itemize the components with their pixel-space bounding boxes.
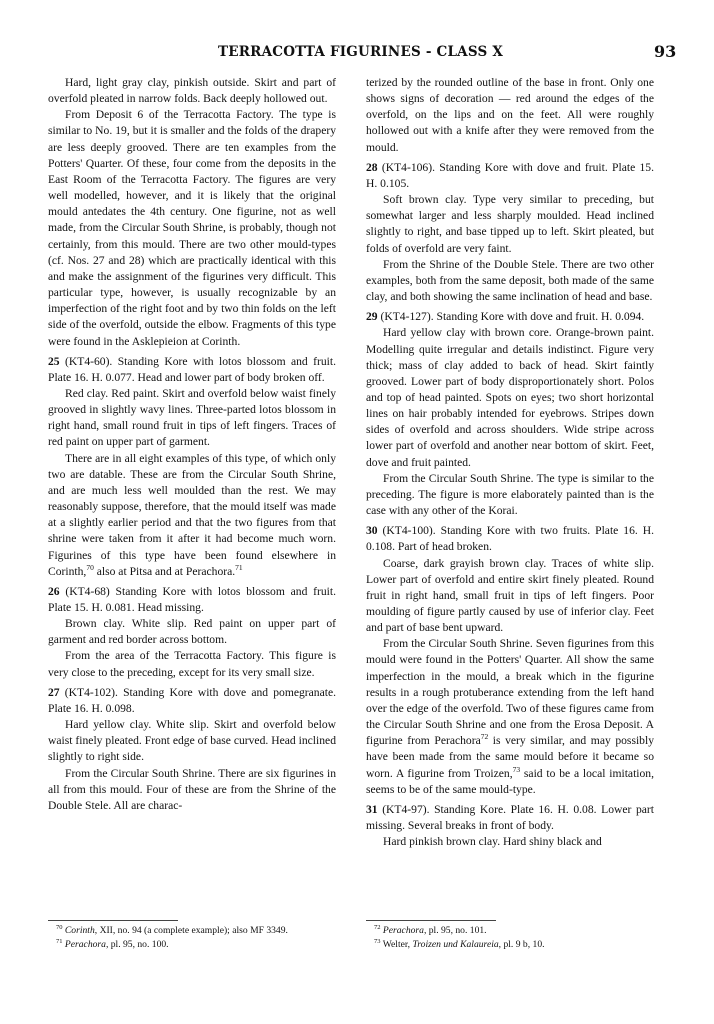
paragraph: Hard, light gray clay, pinkish outside. Skirt and part of overfold pleated in narrow folds. Back deeply hollowed out. bbox=[48, 76, 336, 106]
paragraph: From the area of the Terracotta Factory. This figure is very close to the preceding, except for its very small size. bbox=[48, 649, 336, 679]
paragraph: From the Circular South Shrine. The type is similar to the preceding. The figure is more elaborately painted than is the case with any other of the Korai. bbox=[366, 471, 654, 518]
entry-number: 25 bbox=[48, 354, 60, 368]
citation-title: Perachora bbox=[382, 925, 424, 936]
paragraph: From the Shrine of the Double Stele. There are two other examples, both from the same deposit, both made of the same clay, and both showing the same inclination of head and base. bbox=[366, 257, 654, 304]
footnote-72 bbox=[366, 924, 656, 938]
footnote-number: 73 bbox=[374, 937, 381, 945]
entry-heading: (KT4-68) Standing Kore with lotos blossom and fruit. Plate 15. H. 0.081. Head missing. bbox=[48, 584, 336, 614]
entry-number: 31 bbox=[366, 802, 378, 816]
footnote-71 bbox=[48, 938, 338, 952]
citation-title: Troizen und Kalaureia bbox=[412, 939, 499, 950]
paragraph bbox=[366, 636, 654, 798]
text-run: There are in all eight examples of this type, of which only two are datable. These are from the Circular South Shrine, and are much less well moulded than the rest. We may reasonably suppose, therefore, that the mould itself was made at a slightly earlier period and that the two figures from that shrine were taken from it after it had become much worn. Figurines of this type have been found elsewhere in Corinth, bbox=[48, 451, 336, 578]
running-title: TERRACOTTA FIGURINES - CLASS X bbox=[218, 44, 504, 60]
left-column bbox=[48, 75, 336, 814]
paragraph: Soft brown clay. Type very similar to preceding, but somewhat larger and less sharply moulded. Head inclined slightly to right, and base tipped up to left. Skirt pleated, but folds of overfold are very faint. bbox=[366, 193, 654, 255]
page-header bbox=[0, 44, 714, 66]
entry-heading: (KT4-97). Standing Kore. Plate 16. H. 0.08. Lower part missing. Several breaks in front of body. bbox=[366, 802, 654, 833]
paragraph: Hard yellow clay with brown core. Orange-brown paint. Modelling quite irregular and details indistinct. Figure very thick; mass of clay added to back of head. Skirt faintly grooved. Lower part of body disproportionately short. Polos and top of head painted. Spots on eyes; two short horizontal lines on hair probably intended for eyebrows. Stripes down sides of overfold and across shoulders. Wide stripe across lower part of overfold and another near bottom of skirt. Feet, dove and fruit painted. bbox=[366, 326, 654, 469]
entry-number: 29 bbox=[366, 310, 378, 324]
entry-heading: (KT4-127). Standing Kore with dove and fruit. H. 0.094. bbox=[377, 310, 645, 324]
text-run: From the Circular South Shrine. Seven figurines from this mould were found in the Potters' Quarter. All show the same imperfection in the mould, a break which in the figurine results in a rough protuberance extending from the left hand over the edge of the overfold. Two of these figures came from the Circular South Shrine and one from the Erosa Deposit. A figurine from Perachora bbox=[366, 637, 654, 748]
text-run: said to be a local imitation, seems to be of the same mould-type. bbox=[366, 766, 655, 796]
paragraph: From the Circular South Shrine. There are six figurines in all from this mould. Four of these are from the Shrine of the Double Stele. All are charac- bbox=[48, 766, 336, 812]
citation-text: , pl. 9 b, 10. bbox=[498, 939, 545, 950]
footnotes-left bbox=[48, 924, 338, 952]
footnote-73 bbox=[366, 938, 656, 952]
footnote-divider bbox=[366, 920, 496, 921]
footnote-number: 71 bbox=[56, 937, 63, 945]
citation-text: , pl. 95, no. 100. bbox=[105, 939, 169, 950]
entry-number: 27 bbox=[48, 685, 60, 699]
footnote-ref[interactable]: 70 bbox=[86, 562, 94, 572]
catalogue-entry-27 bbox=[48, 685, 336, 717]
catalogue-entry-25 bbox=[48, 354, 336, 386]
paragraph: Brown clay. White slip. Red paint on upper part of garment and red border across bottom. bbox=[48, 617, 336, 647]
catalogue-entry-29 bbox=[366, 309, 654, 325]
footnote-ref[interactable]: 72 bbox=[480, 732, 489, 742]
footnote-number: 70 bbox=[56, 923, 63, 931]
footnotes-right bbox=[366, 924, 656, 952]
citation-author: Welter, bbox=[382, 939, 413, 950]
paragraph: Hard pinkish brown clay. Hard shiny black and bbox=[383, 835, 602, 849]
citation-title: Perachora bbox=[64, 939, 106, 950]
entry-number: 26 bbox=[48, 584, 60, 598]
catalogue-entry-30 bbox=[366, 523, 654, 555]
text-run: also at Pitsa and at Perachora. bbox=[93, 564, 236, 578]
entry-heading: (KT4-106). Standing Kore with dove and fruit. Plate 15. H. 0.105. bbox=[366, 160, 654, 190]
entry-number: 30 bbox=[366, 524, 378, 538]
paragraph bbox=[48, 451, 336, 580]
footnote-divider bbox=[48, 920, 178, 921]
paragraph: Red clay. Red paint. Skirt and overfold below waist finely grooved in slightly wavy lines. Three-parted lotos blossom in right hand, small round fruit in tips of left fingers. Traces of red paint on upper part of garment. bbox=[48, 386, 336, 449]
citation-text: , XII, no. 94 (a complete example); also MF 3349. bbox=[94, 925, 288, 936]
entry-heading: (KT4-100). Standing Kore with two fruits. Plate 16. H. 0.108. Part of head broken. bbox=[366, 524, 654, 554]
entry-number: 28 bbox=[366, 160, 378, 174]
catalogue-entry-31 bbox=[366, 802, 654, 834]
paragraph: Coarse, dark grayish brown clay. Traces of white slip. Lower part of overfold and entire skirt finely pleated. Round fruit in right hand, small fruit in tips of left fingers. Poor moulding of figure partly caused by use of inferior clay. Feet and part of base bent upward. bbox=[366, 556, 654, 635]
footnote-number: 72 bbox=[374, 923, 381, 931]
footnote-ref[interactable]: 73 bbox=[512, 764, 521, 774]
text-run: is very similar, and may possibly have been made from the same mould before it became so worn. A figurine from Troizen, bbox=[366, 734, 654, 780]
right-column bbox=[366, 75, 654, 850]
paragraph: Hard yellow clay. White slip. Skirt and overfold below waist finely pleated. Front edge of base curved. Head inclined slightly to right side. bbox=[48, 718, 336, 764]
footnote-70 bbox=[48, 924, 338, 938]
paragraph: From Deposit 6 of the Terracotta Factory. The type is similar to No. 19, but it is smaller and the folds of the drapery are less deeply grooved. There are ten examples from the Potters' Quarter. Of these, four come from the deposits in the East Room of the Terracotta Factory. The figures are very well modelled, however, and it is likely that the original mould antedates the 4th century. One figurine, not as well made, from the Circular South Shrine, is probably, though not certainly, from this mould. There are two other mould-types (cf. Nos. 27 and 28) which are practically identical with this and make the assignment of the figurines very difficult. This particular type, however, is usually recognizable by an imperfection of the right foot and by two thin folds on the left side of the overfold, outside the elbow. Fragments of this type were found in the Asklepieion at Corinth. bbox=[48, 108, 336, 348]
paragraph: terized by the rounded outline of the base in front. Only one shows signs of decoration — red around the edges of the overfold, on the lips and on the feet. All were roughly hollowed out with a knife after they were removed from the mould. bbox=[366, 76, 654, 154]
entry-heading: (KT4-60). Standing Kore with lotos blossom and fruit. Plate 16. H. 0.077. Head and lower part of body broken off. bbox=[48, 354, 336, 384]
catalogue-entry-26 bbox=[48, 584, 336, 616]
footnote-ref[interactable]: 71 bbox=[235, 562, 243, 572]
citation-title: Corinth bbox=[64, 925, 95, 936]
citation-text: , pl. 95, no. 101. bbox=[423, 925, 487, 936]
page-number: 93 bbox=[654, 42, 677, 61]
catalogue-entry-28 bbox=[366, 160, 654, 192]
entry-heading: (KT4-102). Standing Kore with dove and pomegranate. Plate 16. H. 0.098. bbox=[48, 685, 336, 715]
